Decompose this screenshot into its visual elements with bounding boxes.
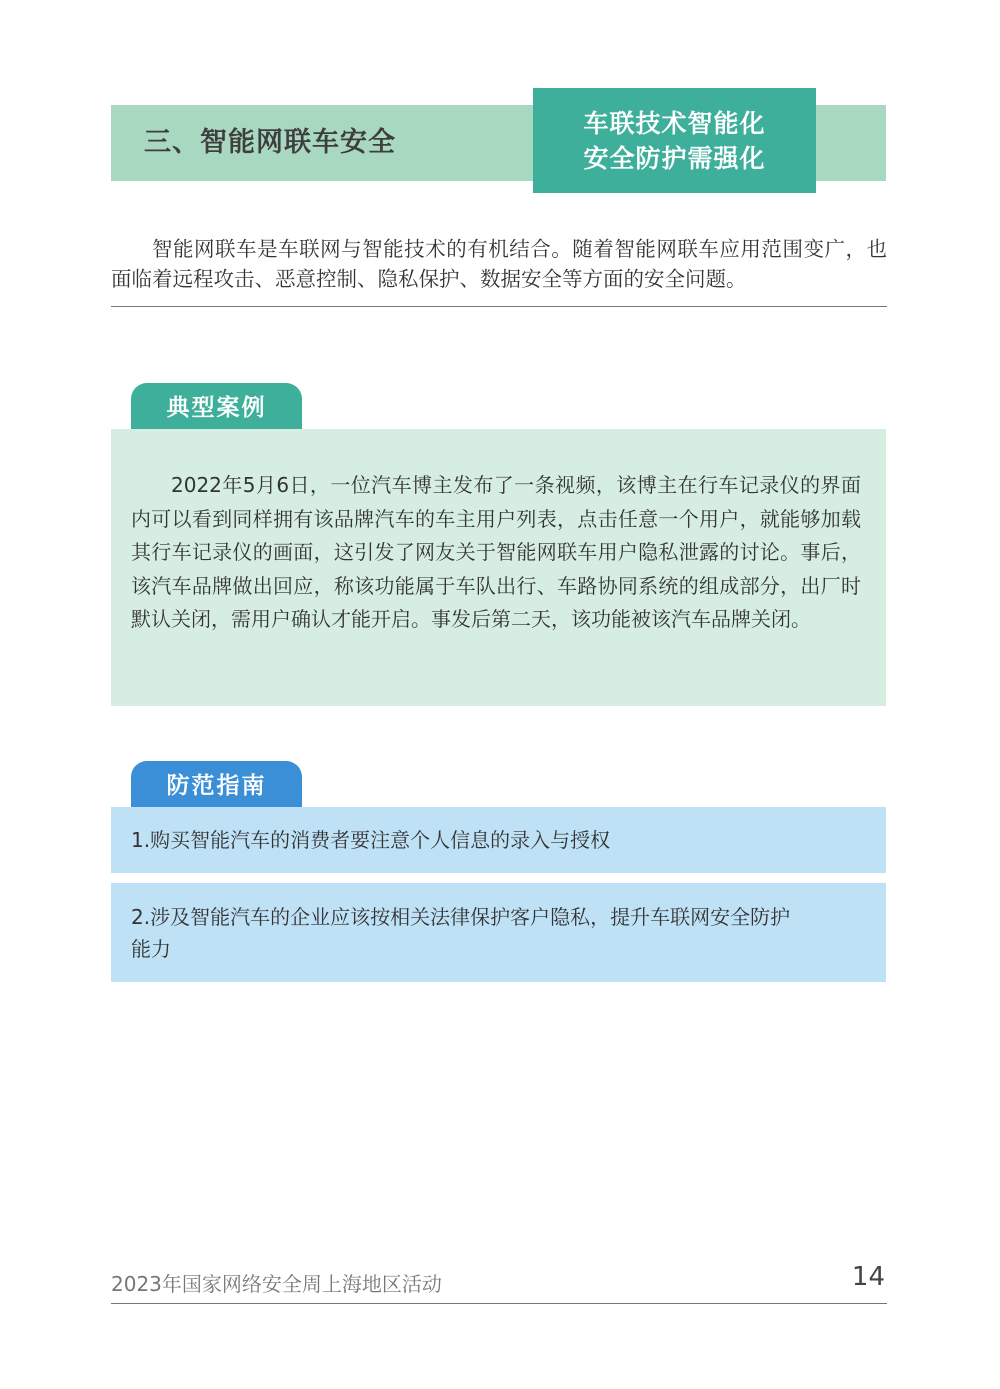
section-title: 三、智能网联车安全 xyxy=(144,127,396,158)
intro-paragraph: 智能网联车是车联网与智能技术的有机结合。随着智能网联车应用范围变广，也面临着远程攻击、恶意控制、隐私保护、数据安全等方面的安全问题。 xyxy=(111,237,887,291)
footer-text: 2023年国家网络安全周上海地区活动 xyxy=(111,1272,442,1296)
footer-divider xyxy=(111,1303,887,1304)
guide-item-2: 2.涉及智能汽车的企业应该按相关法律保护客户隐私，提升车联网安全防护能力 xyxy=(111,883,886,982)
guide-tab: 防范指南 xyxy=(131,761,302,807)
page-number: 14 xyxy=(851,1262,885,1292)
top-divider xyxy=(111,306,887,307)
slogan-line-2: 安全防护需强化 xyxy=(583,143,766,173)
case-box xyxy=(111,429,886,706)
guide-item-1: 1.购买智能汽车的消费者要注意个人信息的录入与授权 xyxy=(111,807,886,873)
case-text: 2022年5月6日，一位汽车博主发布了一条视频，该博主在行车记录仪的界面内可以看到同样拥有该品牌汽车的车主用户列表，点击任意一个用户，就能够加载其行车记录仪的画面，这引发了网友关于智能网联车用户隐私泄露的讨论。事后，该汽车品牌做出回应，称该功能属于车队出行、车路协同系统的组成部分，出厂时默认关闭，需用户确认才能开启。事发后第二天，该功能被该汽车品牌关闭。 xyxy=(131,473,861,631)
slogan-box xyxy=(533,88,816,193)
slogan-line-1: 车联技术智能化 xyxy=(583,108,766,138)
case-tab: 典型案例 xyxy=(131,383,302,429)
